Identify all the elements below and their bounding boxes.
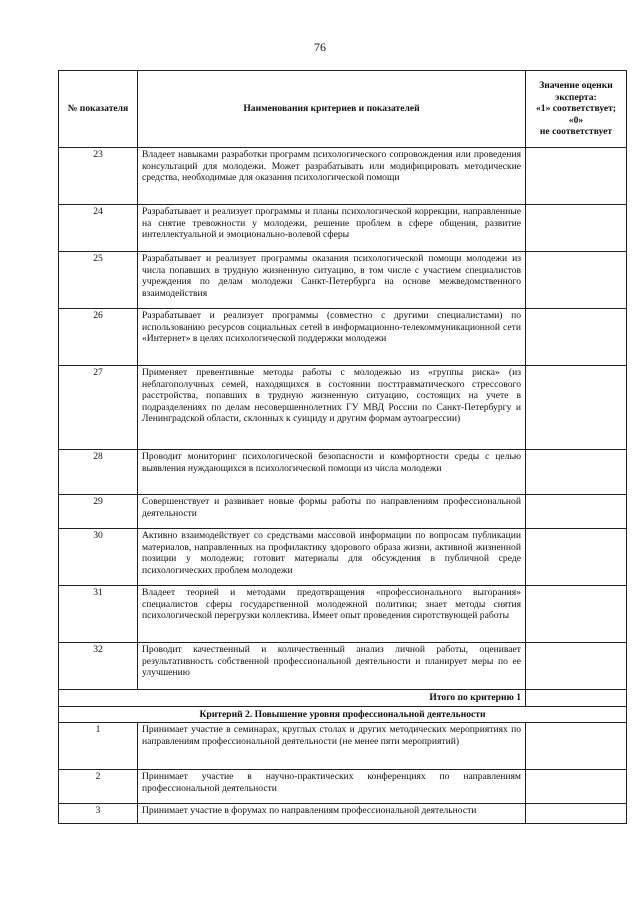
row-number: 3 — [59, 804, 138, 824]
row-number: 1 — [59, 723, 138, 770]
row-text: Владеет теорией и методами предотвращения «профессионального выгорания» специалистов сферы государственной молодежной политики; знает методы снятия психологической перегрузки коллектива. Имеет опыт проведения сиротствующей работы — [138, 586, 526, 643]
row-text: Применяет превентивные методы работы с молодежью из «группы риска» (из неблагополучных семей, находящихся в состоянии посттравматического стрессового расстройства, попавших в трудную жизненную ситуацию, состоящих на учете в подразделениях по делам несовершеннолетних ГУ МВД России по Санкт-Петербургу и Ленинградской области, склонных к суициду и другим формам аутоагрессии) — [138, 366, 526, 450]
subtotal-row — [59, 690, 627, 707]
section-2-title: Критерий 2. Повышение уровня профессиональной деятельности — [59, 706, 627, 723]
header-number: № показателя — [59, 71, 138, 148]
row-number: 26 — [59, 309, 138, 366]
row-text: Разрабатывает и реализует программы и планы психологической коррекции, направленные на снятие тревожности у молодежи, решение проблем в сфере общения, развитие интеллектуальной и эмоционально-волевой сферы — [138, 205, 526, 252]
table-header-row — [59, 71, 627, 148]
table-row — [59, 804, 627, 824]
row-number: 27 — [59, 366, 138, 450]
row-text: Принимает участие в семинарах, круглых столах и других методических мероприятиях по направлениям профессиональной деятельности (не менее пяти мероприятий) — [138, 723, 526, 770]
table-row — [59, 529, 627, 586]
table-row — [59, 643, 627, 690]
row-value-cell[interactable] — [526, 770, 627, 804]
table-row — [59, 309, 627, 366]
header-value-line-2: «1» соответствует; — [536, 103, 616, 115]
row-text: Принимает участие в научно-практических конференциях по направлениям профессиональной деятельности — [138, 770, 526, 804]
row-number: 32 — [59, 643, 138, 690]
row-text: Принимает участие в форумах по направлениям профессиональной деятельности — [138, 804, 526, 824]
row-value-cell[interactable] — [526, 529, 627, 586]
row-text: Владеет навыками разработки программ психологического сопровождения или проведения консультаций для молодежи. Может разрабатывать или модифицировать методические средства, необходимые для оказания психологической помощи — [138, 148, 526, 205]
table-row — [59, 586, 627, 643]
row-number: 24 — [59, 205, 138, 252]
row-value-cell[interactable] — [526, 309, 627, 366]
page-number: 76 — [314, 40, 326, 54]
table-row — [59, 252, 627, 309]
row-value-cell[interactable] — [526, 495, 627, 529]
header-value-line-1: Значение оценки эксперта: — [539, 80, 613, 103]
row-number: 28 — [59, 450, 138, 495]
row-value-cell[interactable] — [526, 252, 627, 309]
header-value-line-4: не соответствует — [539, 126, 613, 138]
header-value-line-3: «0» — [568, 114, 584, 126]
subtotal-label: Итого по критерию 1 — [59, 690, 526, 707]
section-title-row — [59, 706, 627, 723]
header-expert-value — [526, 71, 627, 148]
row-value-cell[interactable] — [526, 586, 627, 643]
table-row — [59, 450, 627, 495]
row-text: Активно взаимодействует со средствами массовой информации по вопросам публикации материалов, направленных на профилактику здорового образа жизни, активной жизненной позиции у молодежи; готовит материалы для обсуждения в публичной среде психологических проблем молодежи — [138, 529, 526, 586]
header-criteria-name: Наименования критериев и показателей — [138, 71, 526, 148]
table-row — [59, 770, 627, 804]
row-number: 29 — [59, 495, 138, 529]
row-number: 31 — [59, 586, 138, 643]
row-value-cell[interactable] — [526, 148, 627, 205]
table-row — [59, 148, 627, 205]
row-number: 25 — [59, 252, 138, 309]
criteria-table — [58, 70, 627, 824]
row-value-cell[interactable] — [526, 804, 627, 824]
subtotal-value-cell[interactable] — [526, 690, 627, 707]
row-text: Проводит качественный и количественный анализ личной работы, оценивает результативность собственной профессиональной деятельности и планирует меры по ее улучшению — [138, 643, 526, 690]
table-row — [59, 205, 627, 252]
table-row — [59, 723, 627, 770]
row-value-cell[interactable] — [526, 450, 627, 495]
row-text: Разрабатывает и реализует программы оказания психологической помощи молодежи из числа попавших в трудную жизненную ситуацию, в том числе с участием специалистов учреждения по делам молодежи Санкт-Петербурга на основе межведомственного взаимодействия — [138, 252, 526, 309]
row-number: 30 — [59, 529, 138, 586]
row-value-cell[interactable] — [526, 205, 627, 252]
row-text: Совершенствует и развивает новые формы работы по направлениям профессиональной деятельности — [138, 495, 526, 529]
row-number: 23 — [59, 148, 138, 205]
row-text: Проводит мониторинг психологической безопасности и комфортности среды с целью выявления нуждающихся в психологической помощи из числа молодежи — [138, 450, 526, 495]
row-number: 2 — [59, 770, 138, 804]
table-row — [59, 495, 627, 529]
row-text: Разрабатывает и реализует программы (совместно с другими специалистами) по использованию ресурсов социальных сетей в информационно-телекоммуникационной сети «Интернет» в целях психологической поддержки молодежи — [138, 309, 526, 366]
row-value-cell[interactable] — [526, 643, 627, 690]
row-value-cell[interactable] — [526, 723, 627, 770]
table-row — [59, 366, 627, 450]
row-value-cell[interactable] — [526, 366, 627, 450]
